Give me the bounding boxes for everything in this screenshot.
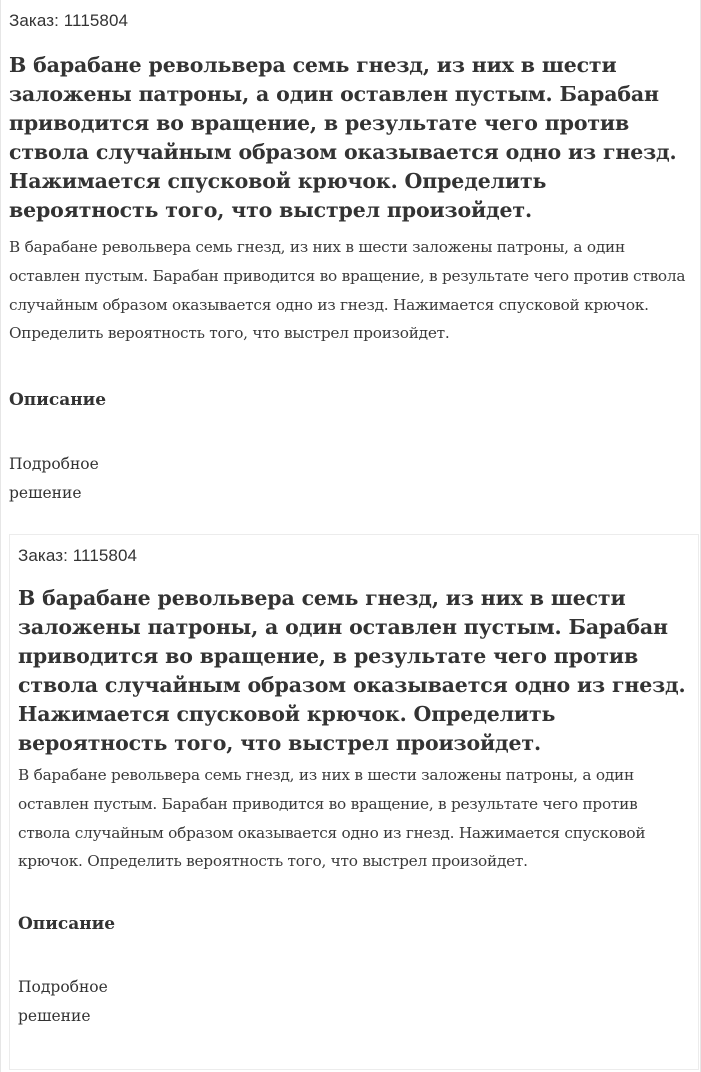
problem-text: В барабане револьвера семь гнезд, из них в шести заложены патроны, а один оставлен пустым. Барабан приводится во вращение, в результате чего против ствола случайным образом оказывается одно из гнезд. Нажимается спусковой крючок. Определить вероятность того, что выстрел произойдет. <box>9 238 686 343</box>
detail-line-2-nested: решение <box>18 1007 91 1025</box>
description-heading-nested: Описание <box>18 914 116 934</box>
problem-text-nested: В барабане револьвера семь гнезд, из них в шести заложены патроны, а один оставлен пустым. Барабан приводится во вращение, в результате чего против ствола случайным образом оказывается одно из гнезд. Нажимается спусковой крючок. Определить вероятность того, что выстрел произойдет. <box>18 766 646 871</box>
detail-line-1: Подробное <box>9 455 99 473</box>
detail-line-2: решение <box>9 484 82 502</box>
description-heading: Описание <box>9 390 107 410</box>
order-number: Заказ: 1115804 <box>9 11 129 30</box>
detailed-solution-link-nested[interactable] <box>18 973 108 1031</box>
detailed-solution-link[interactable] <box>9 450 99 508</box>
problem-title: В барабане револьвера семь гнезд, из них в шести заложены патроны, а один оставлен пустым. Барабан приводится во вращение, в результате чего против ствола случайным образом оказывается одно из гнезд. Нажимается спусковой крючок. Определить вероятность того, что выстрел произойдет. <box>9 53 677 222</box>
order-number-nested: Заказ: 1115804 <box>18 546 138 565</box>
detail-line-1-nested: Подробное <box>18 978 108 996</box>
problem-title-nested: В барабане револьвера семь гнезд, из них в шести заложены патроны, а один оставлен пустым. Барабан приводится во вращение, в результате чего против ствола случайным образом оказывается одно из гнезд. Нажимается спусковой крючок. Определить вероятность того, что выстрел произойдет. <box>18 586 686 755</box>
